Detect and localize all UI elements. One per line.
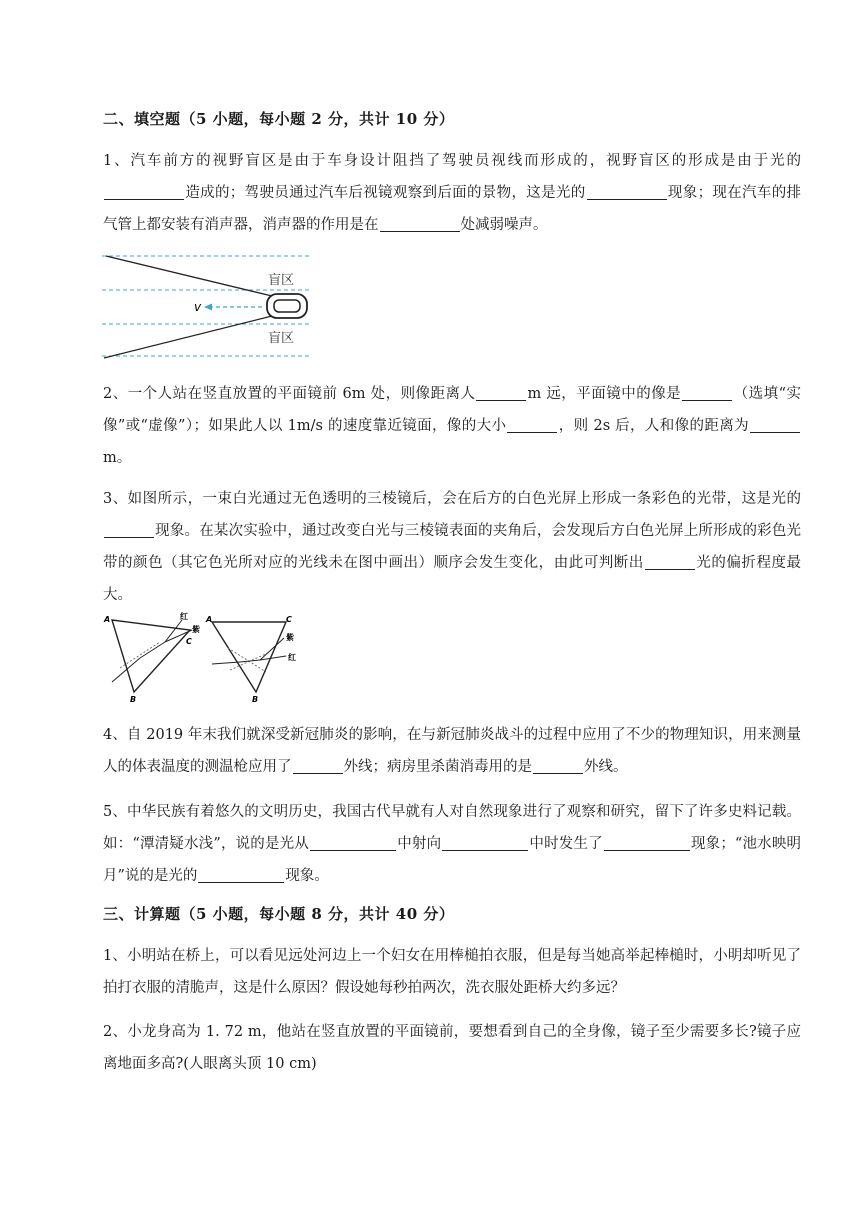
car-icon	[267, 294, 307, 318]
q3-text-2: 现象。在某次实验中，通过改变白光与三棱镜表面的夹角后，会发现后方白色光屏上所形成的彩色光带的颜色（其它色光所对应的光线未在图中画出）顺序会发生变化，由此可判断出	[103, 523, 801, 571]
prism-right	[205, 615, 296, 704]
color-label-red: 红	[180, 612, 188, 621]
sight-line-bottom	[104, 316, 272, 358]
velocity-label: v	[194, 300, 202, 314]
q2-text-5: m。	[103, 450, 132, 466]
answer-blank[interactable]	[198, 866, 284, 883]
color-label-violet: 紫	[286, 633, 294, 642]
refracted-ray	[140, 642, 165, 658]
answer-blank[interactable]	[682, 384, 732, 401]
vertex-label-a: A	[206, 615, 213, 624]
incident-ray	[212, 662, 240, 664]
arrow-head-icon	[204, 304, 212, 311]
q1-text-1: 1、汽车前方的视野盲区是由于车身设计阻挡了驾驶员视线而形成的，视野盲区的形成是由于光的	[103, 153, 801, 169]
answer-blank[interactable]	[293, 757, 343, 774]
q1-text-3: 现象；现在汽车的排气管上都安装有消声器，消声器的作用是在	[103, 185, 802, 233]
section3-heading: 三、计算题（5 小题，每小题 8 分，共计 40 分）	[103, 905, 455, 923]
question-2-3	[103, 483, 801, 611]
q1-text-4: 处减弱噪声。	[460, 217, 548, 233]
q5-text-2: 中射向	[397, 836, 442, 852]
incident-ray	[112, 658, 140, 682]
answer-blank[interactable]	[380, 215, 460, 232]
q2-text-4: ，则 2s 后，人和像的距离为	[558, 418, 749, 434]
blind-zone-label-top: 盲区	[268, 273, 295, 288]
vertex-label-c: C	[286, 615, 292, 624]
q3-text-1: 3、如图所示，一束白光通过无色透明的三棱镜后，会在后方的白色光屏上形成一条彩色的光带，这是光的	[103, 491, 801, 507]
q5-text-1: 5、中华民族有着悠久的文明历史，我国古代早就有人对自然现象进行了观察和研究，留下了许多史料记载。如：“潭清疑水浅”，说的是光从	[103, 804, 801, 852]
q2-text-2: m 远，平面镜中的像是	[527, 386, 682, 402]
answer-blank[interactable]	[750, 416, 800, 433]
vertex-label-c: C	[186, 637, 192, 646]
blind-zone-label-bottom: 盲区	[268, 331, 295, 346]
answer-blank[interactable]	[507, 416, 557, 433]
answer-blank[interactable]	[587, 183, 667, 200]
q4-text-2: 外线；病房里杀菌消毒用的是	[343, 759, 532, 775]
answer-blank[interactable]	[104, 521, 154, 538]
answer-blank[interactable]	[310, 834, 396, 851]
q4-text-3: 外线。	[584, 759, 628, 775]
q1-text-2: 造成的；驾驶员通过汽车后视镜观察到后面的景物，这是光的	[185, 185, 586, 201]
prism-figure	[100, 608, 310, 704]
blind-spot-figure	[100, 250, 315, 362]
section2-heading: 二、填空题（5 小题，每小题 2 分，共计 10 分）	[103, 110, 455, 128]
vertex-label-a: A	[104, 615, 111, 624]
answer-blank[interactable]	[533, 757, 583, 774]
answer-blank[interactable]	[645, 553, 695, 570]
q3-text-3: 光的偏折程度最大。	[103, 555, 802, 603]
question-2-5	[103, 796, 801, 892]
question-2-4	[103, 719, 801, 783]
question-3-2: 2、小龙身高为 1. 72 m，他站在竖直放置的平面镜前，要想看到自己的全身像，镜子至少需要多长?镜子应离地面多高?(人眼离头顶 10 cm)	[103, 1024, 801, 1072]
color-label-red: 红	[288, 653, 296, 662]
answer-blank[interactable]	[104, 183, 184, 200]
vertex-label-b: B	[130, 695, 137, 704]
answer-blank[interactable]	[442, 834, 528, 851]
q5-text-5: 现象。	[285, 868, 329, 884]
color-label-violet: 紫	[192, 625, 200, 634]
q5-text-4: 现象；“池水映明月”说的是光的	[103, 836, 801, 884]
question-2-2	[103, 378, 801, 474]
q2-text-3: （选填“实像”或“虚像”）；如果此人以 1m/s 的速度靠近镜面，像的大小	[103, 386, 801, 434]
question-2-1	[103, 145, 801, 241]
q5-text-3: 中时发生了	[529, 836, 603, 852]
prism-left	[103, 611, 200, 704]
question-3-1: 1、小明站在桥上，可以看见远处河边上一个妇女在用棒槌拍衣服，但是每当她高举起棒槌时，小明却听见了拍打衣服的清脆声，这是什么原因？假设她每秒拍两次，洗衣服处距桥大约多远？	[103, 948, 801, 996]
q4-text-1: 4、自 2019 年末我们就深受新冠肺炎的影响，在与新冠肺炎战斗的过程中应用了不少的物理知识，用来测量人的体表温度的测温枪应用了	[103, 727, 801, 775]
q2-text-1: 2、一个人站在竖直放置的平面镜前 6m 处，则像距离人	[103, 386, 476, 402]
answer-blank[interactable]	[604, 834, 690, 851]
answer-blank[interactable]	[476, 384, 526, 401]
vertex-label-b: B	[252, 695, 259, 704]
